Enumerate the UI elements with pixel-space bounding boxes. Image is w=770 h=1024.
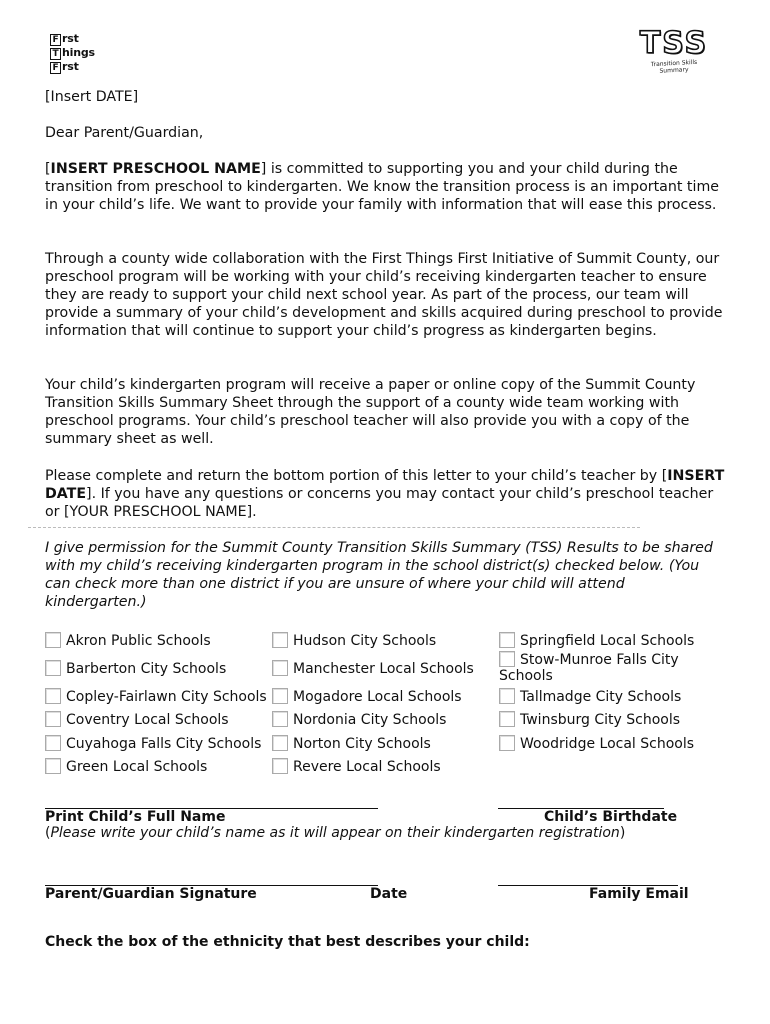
district-label: Tallmadge City Schools bbox=[520, 689, 682, 705]
letter-greeting: Dear Parent/Guardian, bbox=[45, 125, 204, 141]
district-option[interactable] bbox=[272, 735, 431, 752]
checkbox[interactable] bbox=[45, 632, 61, 648]
district-option[interactable] bbox=[45, 660, 226, 677]
logo-line: hings bbox=[62, 46, 95, 59]
district-option[interactable] bbox=[272, 660, 474, 677]
bracket-open: [ bbox=[45, 161, 51, 177]
district-option[interactable] bbox=[499, 735, 694, 752]
logo-cap-letter: F bbox=[50, 34, 61, 46]
checkbox[interactable] bbox=[272, 758, 288, 774]
letter-paragraph-3: Your child’s kindergarten program will receive a paper or online copy of the Summit County Transition Skills Summary Sheet through the support of a county wide team working with preschool programs. Your child’s preschool teacher will also provide you with a copy of the summary sheet as well. bbox=[45, 377, 696, 447]
ethnicity-prompt: Check the box of the ethnicity that best describes your child: bbox=[45, 934, 530, 950]
paragraph-text: ] is committed to supporting you and your child during the transition from preschool to kindergarten. We know the transition process is an important time in your child’s life. We want to provide your family with information that will ease this process. bbox=[45, 161, 719, 213]
district-label: Norton City Schools bbox=[293, 736, 431, 752]
district-label: Mogadore Local Schools bbox=[293, 689, 462, 705]
checkbox[interactable] bbox=[272, 735, 288, 751]
district-label: Barberton City Schools bbox=[66, 661, 227, 677]
district-option[interactable] bbox=[45, 632, 211, 649]
district-label: Springfield Local Schools bbox=[520, 633, 695, 649]
district-label: Woodridge Local Schools bbox=[520, 736, 695, 752]
first-things-first-logo bbox=[50, 32, 95, 74]
tss-logo-title: TSS bbox=[639, 26, 709, 61]
checkbox[interactable] bbox=[272, 688, 288, 704]
checkbox[interactable] bbox=[499, 651, 515, 667]
district-option[interactable] bbox=[45, 758, 207, 775]
paren: ( bbox=[45, 825, 51, 841]
checkbox[interactable] bbox=[45, 735, 61, 751]
letter-paragraph-1 bbox=[45, 160, 725, 214]
logo-line: rst bbox=[62, 32, 79, 45]
checkbox[interactable] bbox=[499, 688, 515, 704]
checkbox[interactable] bbox=[499, 711, 515, 727]
district-label: Hudson City Schools bbox=[293, 633, 437, 649]
preschool-name-placeholder: INSERT PRESCHOOL NAME bbox=[50, 161, 261, 177]
letter-paragraph-2: Through a county wide collaboration with the First Things First Initiative of Summit County, our preschool program will be working with your child’s receiving kindergarten teacher to ensure they are ready to support your child next school year. As part of the process, our team will provide a summary of your child’s development and skills acquired during preschool to provide information that will continue to support your child’s progress as kindergarten begins. bbox=[45, 251, 723, 339]
paragraph-text: ]. If you have any questions or concerns you may contact your child’s preschool teacher or [YOUR PRESCHOOL NAME]. bbox=[45, 486, 714, 520]
cut-line-divider bbox=[28, 527, 640, 528]
district-label-continued: Schools bbox=[499, 668, 553, 684]
district-option[interactable] bbox=[272, 758, 441, 775]
permission-statement: I give permission for the Summit County Transition Skills Summary (TSS) Results to be shared with my child’s receiving kindergarten program in the school district(s) checked below. (You can check more than one district if you are unsure of where your child will attend kindergarten.) bbox=[45, 540, 713, 610]
child-name-label: Print Child’s Full Name bbox=[45, 809, 226, 825]
district-label: Cuyahoga Falls City Schools bbox=[66, 736, 262, 752]
district-label: Revere Local Schools bbox=[293, 759, 441, 775]
district-option[interactable] bbox=[499, 711, 680, 728]
return-date-placeholder: INSERT DATE bbox=[45, 468, 725, 502]
logo-line: rst bbox=[62, 60, 79, 73]
district-label: Coventry Local Schools bbox=[66, 712, 229, 728]
district-option[interactable] bbox=[272, 632, 436, 649]
checkbox[interactable] bbox=[45, 688, 61, 704]
checkbox[interactable] bbox=[45, 758, 61, 774]
district-option[interactable] bbox=[499, 688, 681, 705]
district-label: Nordonia City Schools bbox=[293, 712, 447, 728]
district-label: Copley-Fairlawn City Schools bbox=[66, 689, 267, 705]
paren: ) bbox=[619, 825, 626, 841]
letter-date: [Insert DATE] bbox=[45, 89, 139, 105]
child-birthdate-label: Child’s Birthdate bbox=[544, 809, 678, 825]
district-option[interactable] bbox=[45, 735, 261, 752]
tss-logo-tagline: Transition Skills Summary bbox=[650, 58, 698, 75]
district-option[interactable] bbox=[499, 632, 694, 649]
district-label: Green Local Schools bbox=[66, 759, 208, 775]
district-option[interactable] bbox=[45, 711, 229, 728]
district-label: Manchester Local Schools bbox=[293, 661, 474, 677]
note-text: Please write your child’s name as it will appear on their kindergarten registration bbox=[50, 825, 620, 841]
checkbox[interactable] bbox=[45, 660, 61, 676]
district-label: Twinsburg City Schools bbox=[520, 712, 681, 728]
district-label: Stow-Munroe Falls City bbox=[520, 652, 679, 668]
checkbox[interactable] bbox=[499, 632, 515, 648]
letter-paragraph-4 bbox=[45, 467, 725, 521]
child-name-note bbox=[45, 825, 625, 841]
checkbox[interactable] bbox=[272, 711, 288, 727]
checkbox[interactable] bbox=[45, 711, 61, 727]
district-option[interactable] bbox=[272, 688, 462, 705]
district-option[interactable] bbox=[499, 651, 699, 684]
checkbox[interactable] bbox=[272, 632, 288, 648]
date-label: Date bbox=[370, 886, 408, 902]
district-option[interactable] bbox=[45, 688, 267, 705]
checkbox[interactable] bbox=[499, 735, 515, 751]
guardian-signature-label: Parent/Guardian Signature bbox=[45, 886, 257, 902]
district-label: Akron Public Schools bbox=[66, 633, 211, 649]
family-email-label: Family Email bbox=[589, 886, 689, 902]
checkbox[interactable] bbox=[272, 660, 288, 676]
tss-logo bbox=[636, 28, 712, 74]
district-option[interactable] bbox=[272, 711, 446, 728]
logo-cap-letter: F bbox=[50, 62, 61, 74]
paragraph-text: Please complete and return the bottom portion of this letter to your child’s teacher by [ bbox=[45, 468, 668, 484]
logo-cap-letter: T bbox=[50, 48, 61, 60]
